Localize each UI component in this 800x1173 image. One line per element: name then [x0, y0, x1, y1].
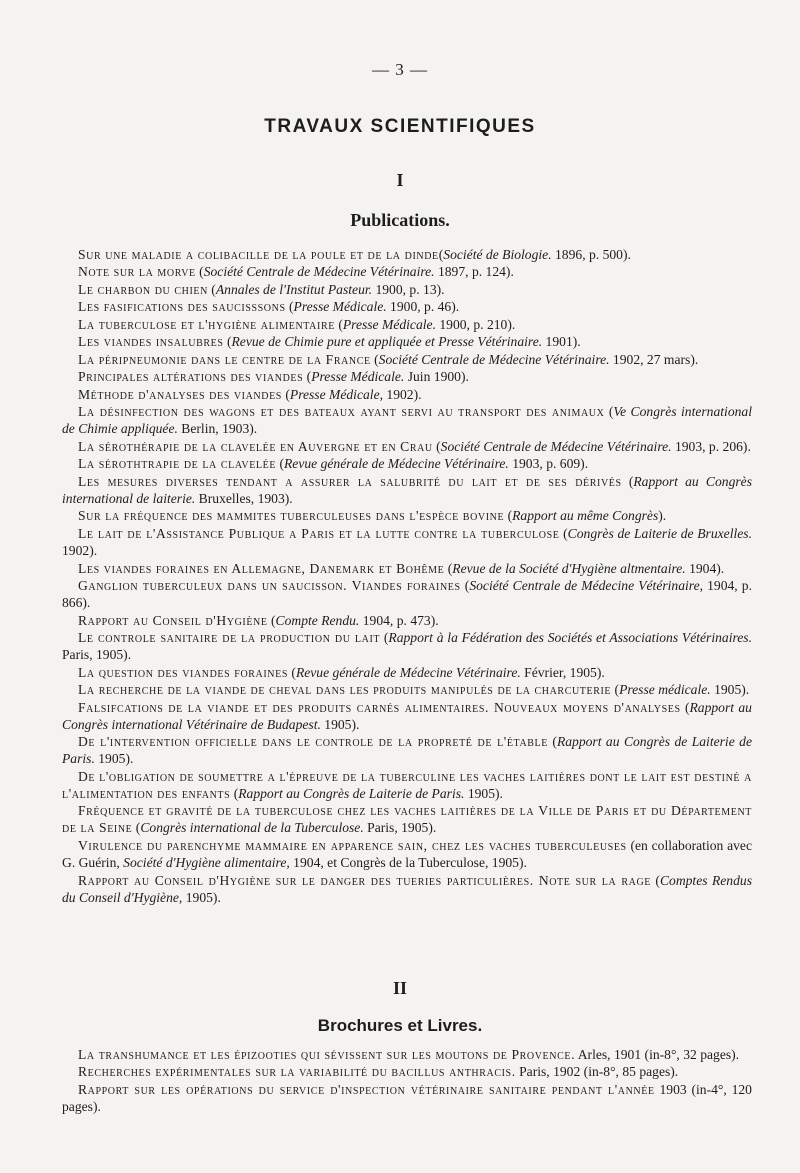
entry-title: Sur une maladie a colibacille de la poule et de la dinde	[78, 247, 439, 262]
entry-paren: (	[611, 682, 620, 698]
entry-detail: 1900, p. 210).	[435, 316, 516, 332]
entry-detail: 1905).	[464, 785, 503, 801]
entry-paren: (	[285, 299, 294, 315]
entry-paren: (	[460, 578, 470, 594]
entry-paren: (	[444, 560, 453, 576]
entry-paren: (	[380, 630, 389, 646]
entry-source: Presse Médicale.	[311, 369, 405, 385]
entry-source: Presse Médicale.	[342, 316, 436, 332]
entry-title: Note sur la morve	[78, 264, 196, 280]
entry-source: Société Centrale de Médecine Vétérinaire,	[469, 578, 704, 594]
entry-paren: (	[223, 334, 232, 350]
entry-detail: Paris, 1905).	[363, 820, 437, 836]
entry-source: Société Centrale de Médecine Vétérinaire.	[378, 351, 610, 367]
entry-title: Le controle sanitaire de la production du lait	[78, 630, 381, 646]
entry-title: Les fasifications des saucisssons	[78, 299, 286, 315]
entry-paren: (	[281, 386, 290, 402]
bibliography-entry	[62, 386, 752, 403]
bibliography-entry	[62, 577, 752, 611]
bibliography-entry	[62, 438, 752, 455]
entry-title: Rapport au Conseil d'Hygiène sur le danger des tueries particulières. Note sur la rage	[78, 872, 651, 888]
entry-title: Les mesures diverses tendant a assurer la salubrité du lait et de ses dérivés	[78, 473, 622, 489]
entry-title: Les viandes insalubres	[78, 334, 224, 350]
entry-paren: (	[195, 264, 204, 280]
entry-source: Rapport au Congrès de Laiterie de Paris.	[238, 785, 465, 801]
entry-source: Société Centrale de Médecine Vétérinaire.	[440, 438, 672, 454]
entry-source: Presse Médicale,	[289, 386, 383, 402]
entry-detail: 1904).	[685, 560, 725, 576]
entry-title: Rapport sur les opérations du service d'inspection vétérinaire sanitaire pendant l'année	[78, 1081, 655, 1097]
entry-source: Compte Rendu.	[275, 612, 360, 628]
bibliography-entry	[62, 246, 752, 263]
entry-source: Société Centrale de Médecine Vétérinaire.	[203, 264, 435, 280]
entry-source: Presse médicale.	[619, 682, 711, 698]
entry-paren: (	[334, 316, 343, 332]
entry-detail: 1905).	[710, 682, 750, 698]
entry-detail: 1904, p. 866).	[62, 578, 752, 611]
entry-source: Congrès de Laiterie de Bruxelles.	[567, 525, 752, 541]
entry-detail: 1905).	[320, 716, 360, 732]
entry-title: La péripneumonie dans le centre de la France	[78, 351, 371, 367]
entry-source: Annales de l'Institut Pasteur.	[215, 281, 373, 297]
entry-paren: (	[438, 247, 444, 262]
entry-title: Fréquence et gravité de la tuberculose chez les vaches laitières de la Ville de Paris et du Département de la Seine	[62, 803, 752, 836]
bibliography-entry	[62, 664, 752, 681]
entry-paren: (	[370, 351, 379, 367]
bibliography-entry	[62, 368, 752, 385]
bibliography-entry	[62, 733, 752, 767]
entry-detail: 1896, p. 500).	[551, 247, 631, 262]
entry-source: Rapport au même Congrès	[512, 508, 659, 524]
entry-paren: (	[432, 438, 441, 454]
entry-source: Société de Biologie.	[443, 247, 552, 262]
bibliography-entry	[62, 837, 752, 871]
entry-title: Le charbon du chien	[78, 281, 208, 297]
entry-paren: (	[547, 734, 557, 750]
entry-detail: 1902, 27 mars).	[609, 351, 699, 367]
entry-paren: (	[621, 473, 634, 489]
bibliography-entry	[62, 612, 752, 629]
entry-source: Société d'Hygiène alimentaire,	[123, 855, 290, 871]
bibliography-entry	[62, 1081, 752, 1115]
section-numeral: II	[392, 978, 407, 998]
bibliography-entry	[62, 316, 752, 333]
entry-title: Rapport au Conseil d'Hygiène	[78, 612, 268, 628]
entry-title: De l'intervention officielle dans le controle de la propreté de l'étable	[78, 734, 548, 750]
bibliography-entry	[62, 768, 752, 802]
bibliography-entry	[62, 333, 752, 350]
entry-detail: 1897, p. 124).	[434, 264, 514, 280]
bibliography-entry	[62, 298, 752, 315]
entry-detail: Bruxelles, 1903).	[195, 491, 293, 506]
bibliography-entry	[62, 560, 752, 577]
bibliography-entry	[62, 1063, 752, 1080]
bibliography-entry	[62, 351, 752, 368]
entry-detail: 1900, p. 46).	[386, 299, 460, 315]
section-heading: Brochures et Livres.	[317, 1016, 483, 1035]
entry-title: La recherche de la viande de cheval dans les produits manipulés de la charcuterie	[78, 682, 612, 698]
bibliography-entry	[62, 281, 752, 298]
bibliography-entry	[62, 525, 752, 559]
entry-title: Le lait de l'Assistance Publique a Paris et la lutte contre la tuberculose	[78, 525, 560, 541]
entry-paren: (	[504, 508, 513, 524]
entry-paren: (	[267, 612, 276, 628]
entry-title: La question des viandes foraines	[78, 664, 288, 680]
section-numeral: I	[396, 170, 404, 190]
entry-source: Comptes Rendus du Conseil d'Hygiène,	[62, 872, 752, 905]
entry-title: La désinfection des wagons et des bateaux ayant servi au transport des animaux	[78, 404, 605, 420]
entry-detail: 1902).	[383, 386, 422, 402]
entry-paren: (	[604, 404, 614, 420]
entry-paren: (	[276, 456, 284, 472]
entry-detail: Paris, 1902 (in-8°, 85 pages).	[515, 1064, 679, 1080]
entry-source: Revue générale de Médecine Vétérinaire.	[283, 456, 509, 472]
entry-source: Rapport au Congrès international Vétérinaire de Budapest.	[62, 699, 752, 732]
entry-paren: (	[559, 525, 568, 541]
bibliography-entry	[62, 629, 752, 663]
entry-title: La tuberculose et l'hygiène alimentaire	[78, 316, 335, 332]
entry-detail: 1903 (in-4°, 120 pages).	[62, 1081, 752, 1115]
entry-detail: Berlin, 1903).	[177, 421, 258, 437]
entry-title: Falsifcations de la viande et des produits carnés alimentaires. Nouveaux moyens d'analyses	[78, 699, 681, 715]
bibliography-entry	[62, 403, 752, 437]
entry-source: Rapport au Congrès de Laiterie de Paris.	[62, 734, 752, 767]
bibliography-entry	[62, 802, 752, 836]
bibliography-entry	[62, 872, 752, 906]
entry-detail: 1904, et Congrès de la Tuberculose, 1905).	[289, 855, 527, 871]
bibliography-entry	[62, 507, 752, 524]
entry-detail: 1900, p. 13).	[372, 281, 445, 297]
entry-detail: 1901).	[542, 334, 581, 350]
bibliography-entry	[62, 473, 752, 507]
entry-title: Principales altérations des viandes	[78, 369, 304, 385]
entry-source: Revue générale de Médecine Vétérinaire.	[295, 664, 521, 680]
entry-title: La transhumance et les épizooties qui sévissent sur les moutons de Provence.	[78, 1047, 576, 1062]
entry-paren: (en collaboration avec G. Guérin,	[62, 837, 753, 871]
entry-detail: 1902).	[62, 543, 98, 559]
entry-detail: Février, 1905).	[520, 664, 605, 680]
entry-paren: (	[650, 872, 660, 888]
entry-detail: Arles, 1901 (in-8°, 32 pages).	[575, 1047, 740, 1062]
entry-title: Recherches expérimentales sur la variabilité du bacillus anthracis.	[78, 1064, 516, 1080]
entry-source: Rapport au Congrès international de laiterie.	[62, 473, 752, 506]
entry-paren: (	[288, 664, 296, 680]
entry-detail: Paris, 1905).	[62, 647, 132, 663]
entry-paren: (	[230, 785, 239, 801]
entry-source: Ve Congrès international de Chimie appliquée.	[62, 404, 752, 437]
entry-paren: (	[303, 369, 312, 385]
entry-title: Sur la fréquence des mammites tuberculeuses dans l'espèce bovine	[78, 508, 505, 524]
entry-title: La sérothérapie de la clavelée en Auvergne et en Crau	[78, 438, 433, 454]
entry-detail: 1905).	[182, 889, 221, 905]
entry-paren: (	[680, 699, 690, 715]
bibliography-entry	[62, 681, 752, 698]
page-number: — 3 —	[372, 60, 428, 79]
entry-title: De l'obligation de soumettre a l'épreuve de la tuberculine les vaches laitières dont le lait est destiné a l'alimentation des enfants	[62, 768, 752, 801]
entry-detail: ).	[658, 508, 667, 524]
bibliography-entry	[62, 455, 752, 472]
entry-detail: 1903, p. 609).	[508, 456, 589, 472]
entry-title: Méthode d'analyses des viandes	[78, 386, 282, 402]
section-heading: Publications.	[350, 210, 450, 230]
entry-detail: 1903, p. 206).	[671, 438, 751, 454]
entry-detail: Juin 1900).	[404, 369, 469, 385]
bibliography-entry	[62, 699, 752, 733]
bibliography-entry	[62, 1046, 752, 1063]
entry-detail: 1905).	[94, 751, 134, 767]
bibliography-entry	[62, 263, 752, 280]
entry-source: Revue de Chimie pure et appliquée et Presse Vétérinaire.	[231, 334, 543, 350]
entry-source: Rapport à la Fédération des Sociétés et Associations Vétérinaires.	[388, 630, 752, 646]
page-title: TRAVAUX SCIENTIFIQUES	[264, 116, 536, 137]
entry-title: Virulence du parenchyme mammaire en apparence sain, chez les vaches tuberculeuses	[78, 837, 627, 853]
entry-title: Ganglion tuberculeux dans un saucisson. Viandes foraines	[78, 578, 461, 594]
entry-source: Congrès international de la Tuberculose.	[140, 820, 364, 836]
entry-title: La sérothtrapie de la clavelée	[78, 456, 277, 472]
entry-source: Presse Médicale.	[293, 299, 387, 315]
entry-source: Revue de la Société d'Hygiène altmentaire.	[452, 560, 686, 576]
publication-list	[62, 246, 752, 906]
book-list	[62, 1046, 752, 1116]
entry-title: Les viandes foraines en Allemagne, Danemark et Bohême	[78, 560, 445, 576]
entry-paren: (	[207, 281, 216, 297]
entry-detail: 1904, p. 473).	[359, 612, 439, 628]
entry-paren: (	[132, 820, 141, 836]
